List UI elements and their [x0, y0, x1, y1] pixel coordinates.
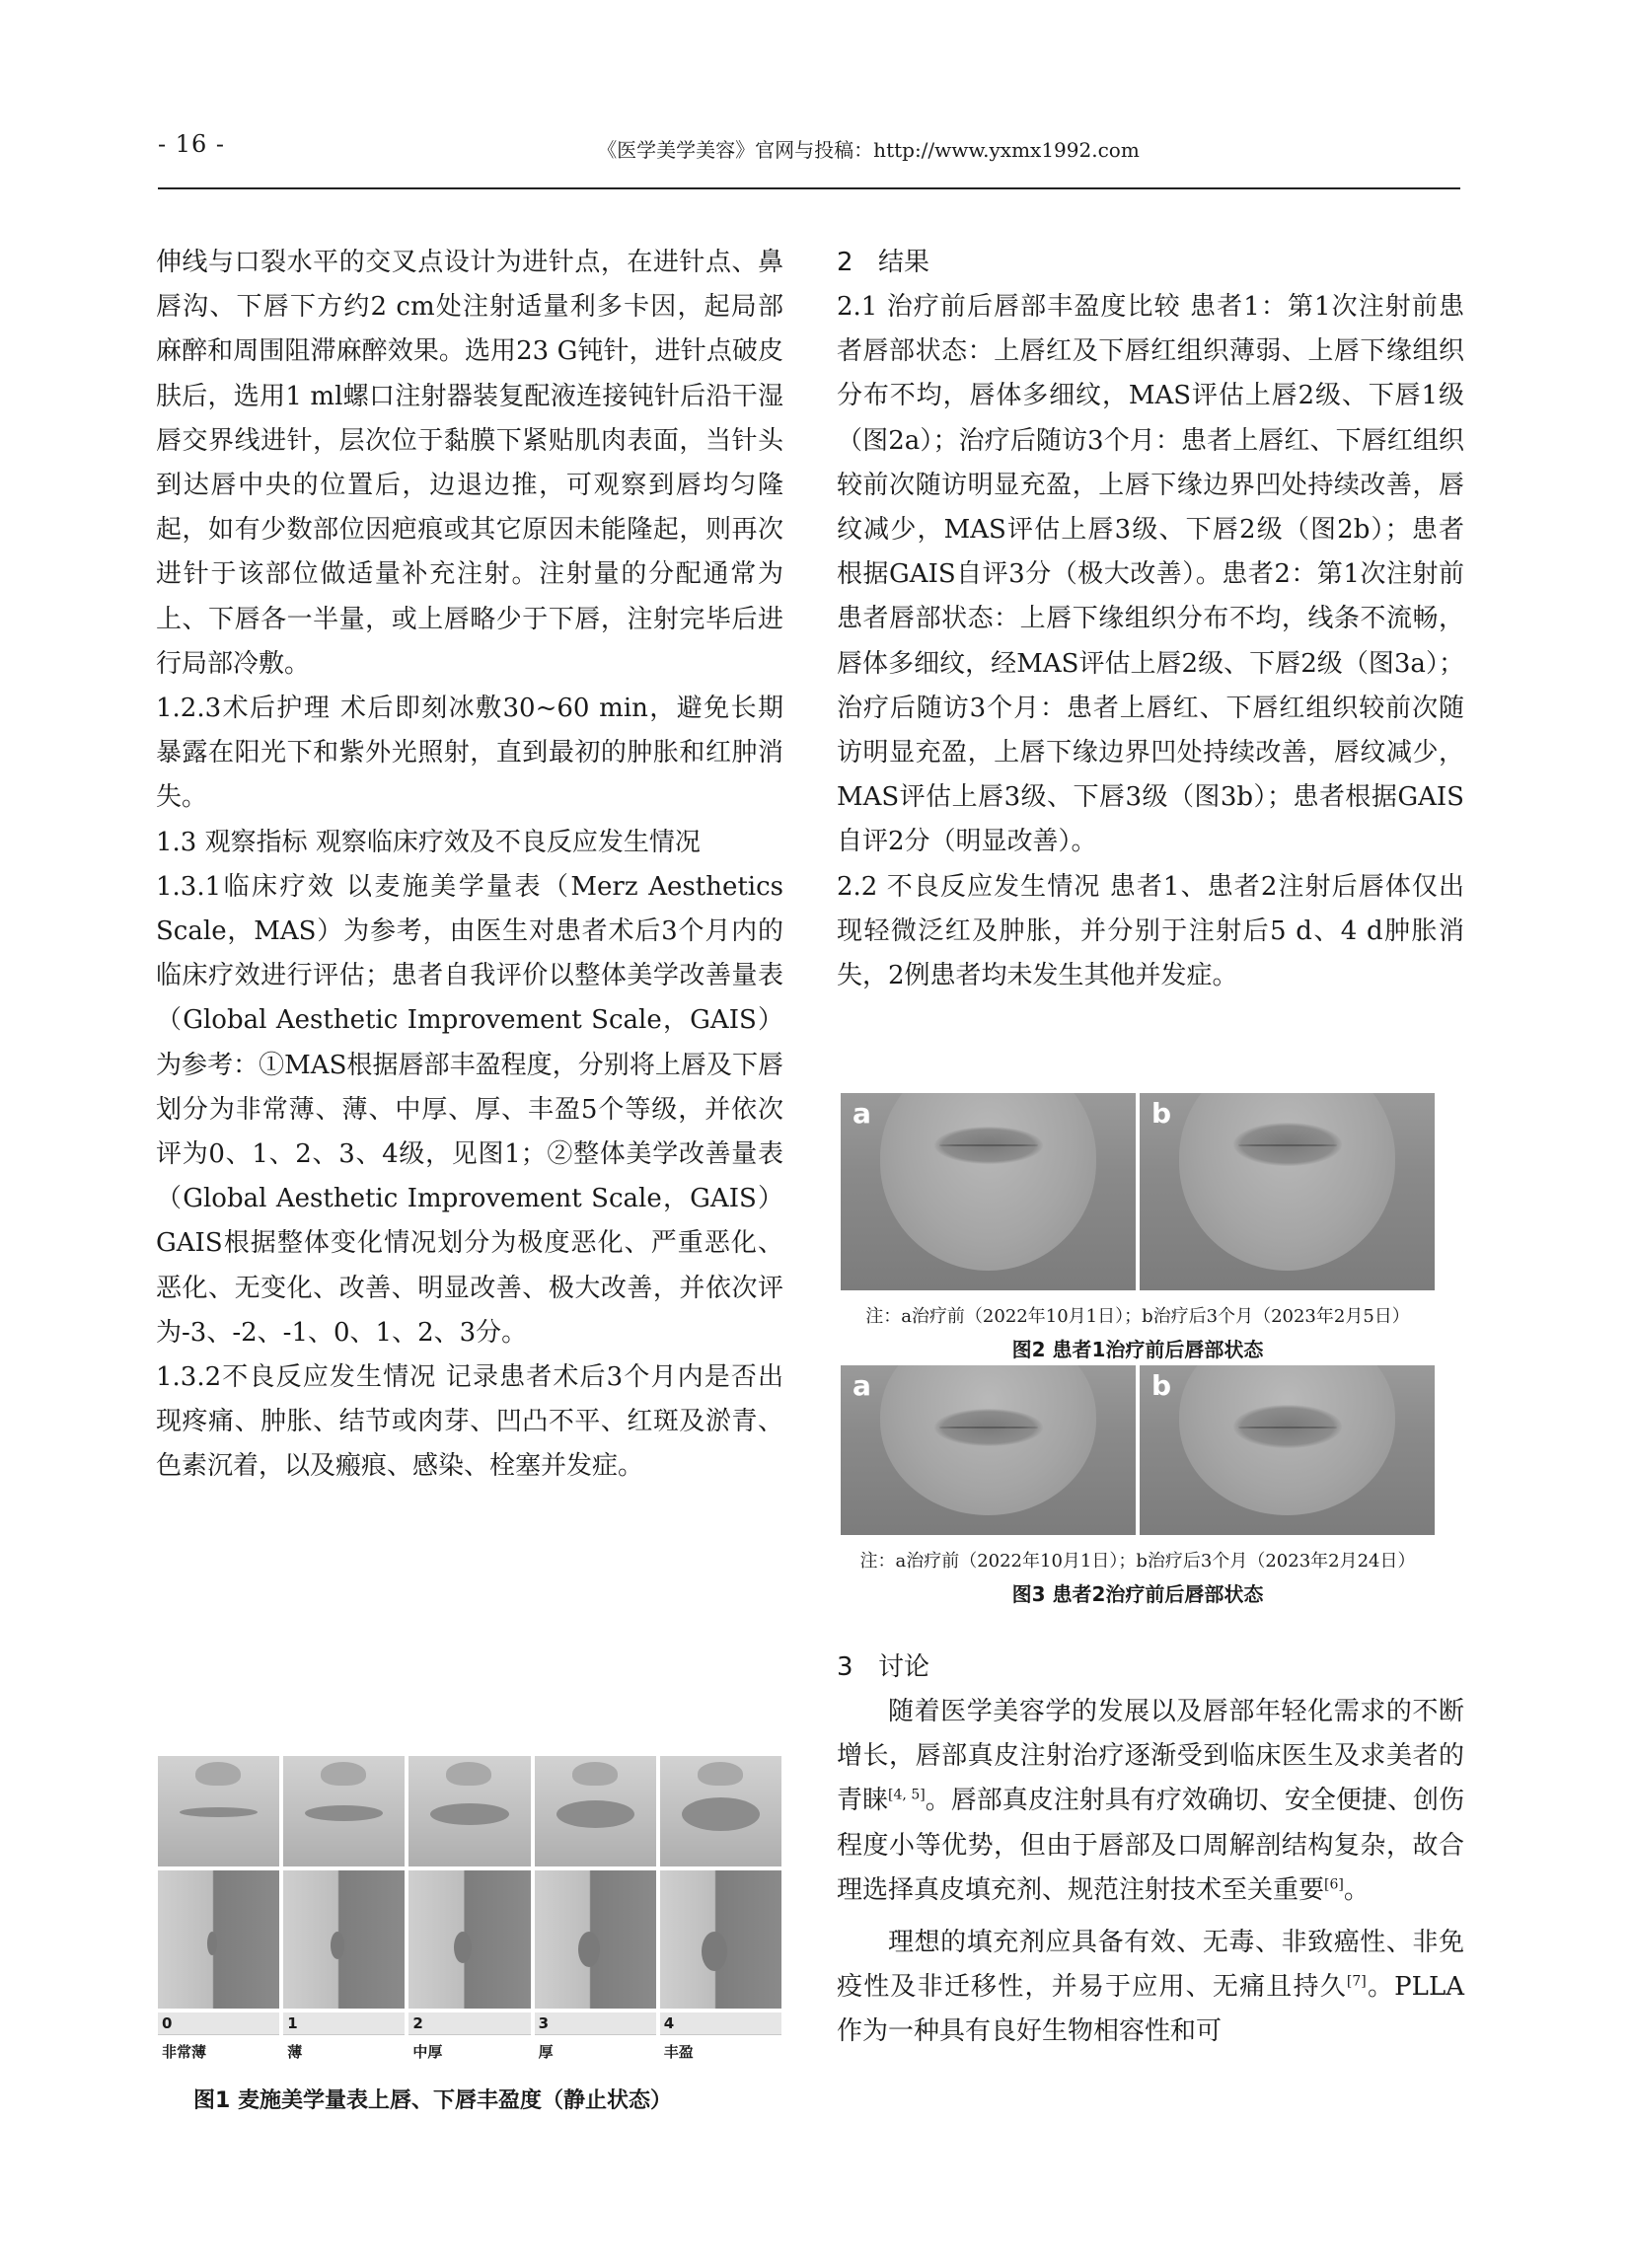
paragraph-text: 理想的填充剂应具备有效、无毒、非致癌性、非免疫性及非迁移性，并易于应用、无痛且持久 [837, 1928, 1464, 2003]
section-title: 结果 [878, 248, 930, 277]
mas-front-photo-1 [283, 1756, 405, 1866]
figure-3-photos [841, 1365, 1435, 1535]
subheading-adverse-results: 2.2 不良反应发生情况 [837, 871, 1101, 902]
panel-label-a: a [853, 1097, 871, 1130]
subheading-lip-fullness: 2.1 治疗前后唇部丰盈度比较 [837, 292, 1181, 322]
mas-grade-labels [158, 2012, 781, 2062]
discussion-section [837, 1646, 1464, 2055]
mas-grade-3 [535, 2012, 656, 2062]
subheading-clinical-efficacy: 1.3.1临床疗效 [156, 871, 336, 902]
mas-profile-photo-4 [660, 1870, 781, 2009]
paragraph-text: 。唇部真皮注射具有疗效确切、安全便捷、创伤程度小等优势，但由于唇部及口周解剖结构复杂，故合理选择真皮填充剂、规范注射技术至关重要 [837, 1786, 1464, 1905]
subheading-adverse-reactions: 1.3.2不良反应发生情况 [156, 1362, 437, 1393]
figure-3-caption: 图3 患者2治疗前后唇部状态 [1011, 1582, 1264, 1606]
subheading-observation: 1.3 观察指标 [156, 827, 308, 857]
figure-1-caption: 图1 麦施美学量表上唇、下唇丰盈度（静止状态） [193, 2088, 672, 2113]
paragraph-text: 患者1：第1次注射前患者唇部状态：上唇红及下唇红组织薄弱、上唇下缘组织分布不均，唇体多细纹，MAS评估上唇2级、下唇1级（图2a）；治疗后随访3个月：患者上唇红、下唇红组织较前次随访明显充盈，上唇下缘边界凹处持续改善，唇纹减少，MAS评估上唇3级、下唇2级（图2b）；患者根据GAIS自评3分（极大改善）。患者2：第1次注射前患者唇部状态：上唇下缘组织分布不均，线条不流畅，唇体多细纹，经MAS评估上唇2级、下唇2级（图3a）；治疗后随访3个月：患者上唇红、下唇红组织较前次随访明显充盈，上唇下缘边界凹处持续改善，唇纹减少，MAS评估上唇3级、下唇3级（图3b）；患者根据GAIS自评2分（明显改善）。 [837, 292, 1464, 857]
figure-2-photos [841, 1093, 1435, 1290]
paragraph-text: 。PLLA作为一种具有良好生物相容性和可 [837, 1972, 1464, 2047]
page-header [158, 130, 1460, 170]
grade-number: 3 [538, 2014, 550, 2032]
panel-label-b: b [1151, 1097, 1172, 1130]
mas-grade-2 [408, 2012, 530, 2062]
paragraph-clinical-efficacy [156, 865, 783, 1355]
patient-2-before-photo [841, 1365, 1136, 1535]
mas-profile-row [158, 1870, 781, 2009]
page-number: - 16 - [158, 130, 226, 158]
mas-front-row [158, 1756, 781, 1866]
grade-number: 2 [412, 2014, 423, 2032]
grade-name: 厚 [538, 2043, 554, 2061]
paragraph-text: 术后即刻冰敷30~60 min，避免长期暴露在阳光下和紫外光照射，直到最初的肿胀和红肿消失。 [156, 694, 783, 813]
section-heading-results [837, 241, 1464, 285]
grade-number: 4 [663, 2014, 675, 2032]
grade-number: 0 [162, 2014, 173, 2032]
paragraph-observation [156, 821, 783, 865]
panel-label-b: b [1151, 1369, 1172, 1402]
grade-name: 非常薄 [162, 2043, 207, 2061]
patient-1-before-photo [841, 1093, 1136, 1290]
paragraph-text: 观察临床疗效及不良反应发生情况 [307, 827, 701, 857]
mas-front-photo-4 [660, 1756, 781, 1866]
mas-grade-1 [283, 2012, 405, 2062]
paragraph-adverse-reactions [156, 1355, 783, 1490]
section-number: 2 [837, 248, 853, 277]
grade-number: 1 [287, 2014, 298, 2032]
citation-ref: [4, 5] [888, 1787, 926, 1803]
patient-1-after-photo [1140, 1093, 1435, 1290]
section-title: 讨论 [878, 1652, 930, 1682]
mas-profile-photo-0 [158, 1870, 279, 2009]
figure-1-mas-scale [158, 1756, 781, 2114]
mas-front-photo-3 [535, 1756, 656, 1866]
figure-2-note: 注：a治疗前（2022年10月1日）；b治疗后3个月（2023年2月5日） [865, 1306, 1410, 1327]
figure-2-patient-1 [841, 1093, 1435, 1362]
header-divider [158, 187, 1460, 189]
section-number: 3 [837, 1652, 853, 1682]
grade-name: 薄 [287, 2043, 303, 2061]
paragraph-postop-care [156, 687, 783, 821]
grade-name: 丰盈 [663, 2043, 694, 2061]
paragraph-discussion-1 [837, 1690, 1464, 1913]
mas-profile-photo-1 [283, 1870, 405, 2009]
paragraph-adverse-results [837, 865, 1464, 999]
paragraph-injection-method: 伸线与口裂水平的交叉点设计为进针点，在进针点、鼻唇沟、下唇下方约2 cm处注射适量利多卡因，起局部麻醉和周围阻滞麻醉效果。选用23 G钝针，进针点破皮肤后，选用1 ml螺口注射器装复配液连接钝针后沿干湿唇交界线进针，层次位于黏膜下紧贴肌肉表面，当针头到达唇中央的位置后，边退边推，可观察到唇均匀隆起，如有少数部位因疤痕或其它原因未能隆起，则再次进针于该部位做适量补充注射。注射量的分配通常为上、下唇各一半量，或上唇略少于下唇，注射完毕后进行局部冷敷。 [156, 248, 783, 679]
paragraph-text: 患者1、患者2注射后唇体仅出现轻微泛红及肿胀，并分别于注射后5 d、4 d肿胀消失，2例患者均未发生其他并发症。 [837, 871, 1464, 991]
journal-header-title: 《医学美学美容》官网与投稿：http://www.yxmx1992.com [597, 138, 1140, 162]
grade-name: 中厚 [412, 2043, 443, 2061]
mas-grade-0 [158, 2012, 279, 2062]
mas-grade-4 [660, 2012, 781, 2062]
mas-front-photo-0 [158, 1756, 279, 1866]
figure-2-caption: 图2 患者1治疗前后唇部状态 [1011, 1338, 1264, 1361]
paragraph-lip-fullness-comparison [837, 285, 1464, 865]
figure-3-patient-2 [841, 1365, 1435, 1607]
mas-front-photo-2 [408, 1756, 530, 1866]
right-column [837, 241, 1464, 998]
section-heading-discussion [837, 1646, 1464, 1690]
paragraph-text: 。 [1343, 1874, 1370, 1905]
mas-profile-photo-3 [535, 1870, 656, 2009]
figure-3-note: 注：a治疗前（2022年10月1日）；b治疗后3个月（2023年2月24日） [859, 1551, 1416, 1572]
citation-ref: [7] [1346, 1973, 1367, 1990]
paragraph-text: 随着医学美容学的发展以及唇部年轻化需求的不断增长，唇部真皮注射治疗逐渐受到临床医生及求美者的青睐 [837, 1697, 1464, 1816]
mas-profile-photo-2 [408, 1870, 530, 2009]
subheading-postop-care: 1.2.3术后护理 [156, 694, 332, 724]
panel-label-a: a [853, 1369, 871, 1402]
paragraph-text: 记录患者术后3个月内是否出现疼痛、肿胀、结节或肉芽、凹凸不平、红斑及淤青、色素沉着，以及瘢痕、感染、栓塞并发症。 [156, 1362, 784, 1482]
left-column [156, 241, 783, 1490]
paragraph-discussion-2 [837, 1921, 1464, 2055]
paragraph-text: 以麦施美学量表（Merz Aesthetics Scale，MAS）为参考，由医生对患者术后3个月内的临床疗效进行评估；患者自我评价以整体美学改善量表（Global Aesthetic Improvement Scale，GAIS）为参考：①MAS根据唇部丰盈程度，分别将上唇及下唇划分为非常薄、薄、中厚、厚、丰盈5个等级，并依次评为0、1、2、3、4级，见图1；②整体美学改善量表（Global Aesthetic Improvement Scale，GAIS）GAIS根据整体变化情况划分为极度恶化、严重恶化、恶化、无变化、改善、明显改善、极大改善，并依次评为-3、-2、-1、0、1、2、3分。 [156, 871, 783, 1348]
patient-2-after-photo [1140, 1365, 1435, 1535]
citation-ref: [6] [1324, 1876, 1344, 1893]
